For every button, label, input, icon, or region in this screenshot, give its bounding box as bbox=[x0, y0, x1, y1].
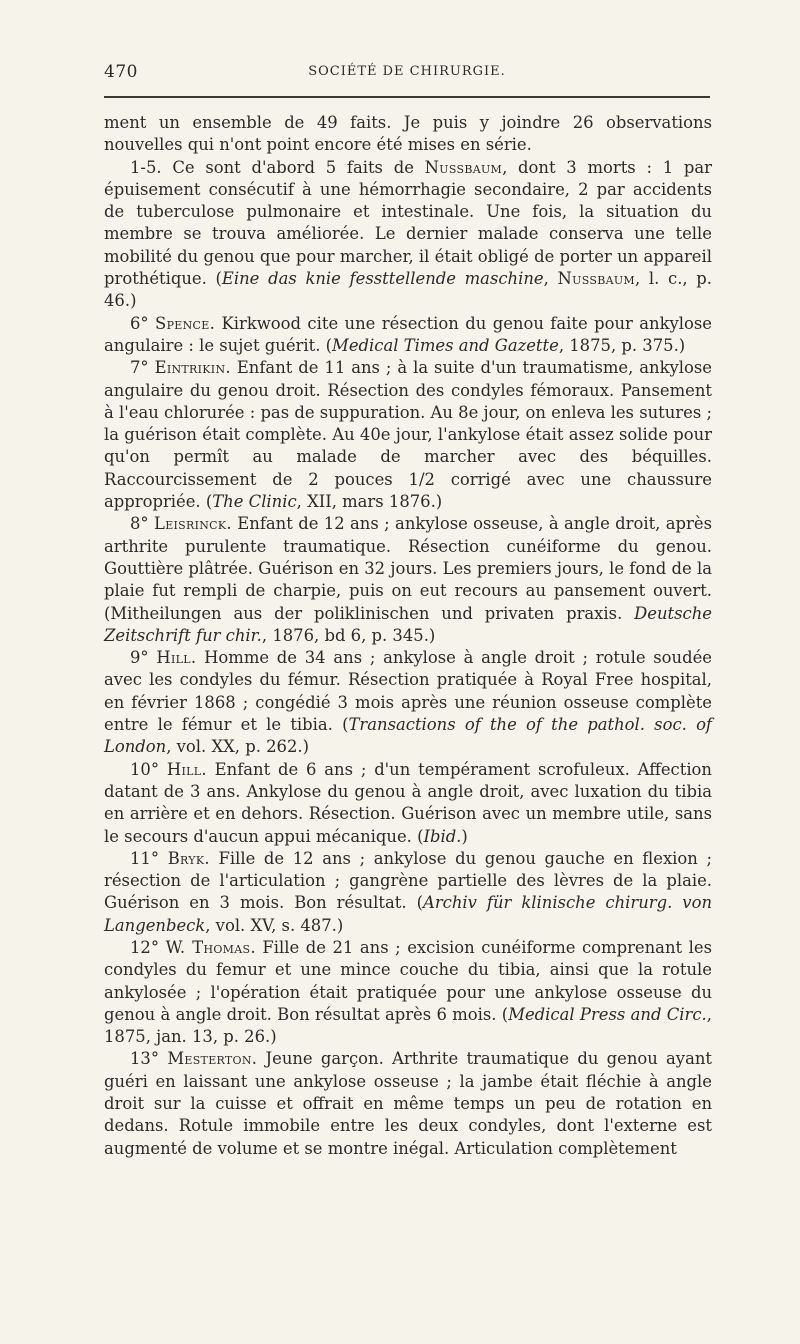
entry-text: Enfant de 12 ans ; ankylose osseuse, à angle droit, après arthrite purulente traumatique. Résection cunéiforme du genou. Gouttière plâtrée. Guérison en 32 jours. Les premiers jours, le fond de la plaie fut rempli de charpie, puis on eut recours au pansement ouvert. (Mitheilungen aus der poliklinischen und privaten praxis. bbox=[104, 514, 712, 623]
citation-end: , 1875, p. 375.) bbox=[558, 335, 686, 355]
entry-text: Enfant de 6 ans ; d'un tempérament scrofuleux. Affection datant de 3 ans. Ankylose du genou à angle droit, avec luxation du tibia en arrière et en dehors. Résection. Guérison avec un membre utile, sans le secours d'aucun appui mécanique. ( bbox=[104, 759, 712, 846]
entry-9 bbox=[104, 647, 712, 758]
author-name: Spence. bbox=[155, 313, 216, 333]
citation-title: Medical Times and Gazette bbox=[332, 335, 559, 355]
entry-text: Fille de 12 ans ; ankylose du genou gauche en flexion ; résection de l'articulation ; gangrène partielle des lèvres de la plaie. Guérison en 3 mois. Bon résultat. ( bbox=[104, 848, 712, 913]
citation-author: Nussbaum bbox=[557, 269, 635, 289]
entry-number: 8° bbox=[130, 514, 149, 534]
citation-end: , vol. XV, s. 487.) bbox=[205, 915, 344, 935]
entry-text: Kirkwood cite une résection du genou faite pour ankylose angulaire : le sujet guérit. ( bbox=[104, 313, 712, 355]
entry-11 bbox=[104, 848, 712, 937]
author-name: Nussbaum bbox=[424, 157, 503, 177]
header-rule bbox=[104, 96, 710, 98]
entry-text: , dont 3 morts : 1 par épuisement consécutif à une hémorrhagie secondaire, 2 par accidents de tuberculose pulmonaire et intestinale. Une fois, la situation du membre se trouva améliorée. Le dernier malade conserva une telle mobilité du genou que pour marcher, il était obligé de porter un appareil prothétique. ( bbox=[104, 157, 712, 289]
citation-sep: , bbox=[543, 269, 558, 289]
page-number: 470 bbox=[104, 62, 138, 82]
entry-text: Enfant de 11 ans ; à la suite d'un traumatisme, ankylose angulaire du genou droit. Résection des condyles fémoraux. Pansement à l'eau chlorurée : pas de suppuration. Au 8e jour, on enleva les sutures ; la guérison était complète. Au 40e jour, l'ankylose était assez solide pour qu'on permît au malade de marcher avec des béquilles. Raccourcissement de 2 pouces 1/2 corrigé avec une chaussure appropriée. ( bbox=[104, 358, 712, 512]
citation-title: Transactions of the of the pathol. soc. of London bbox=[104, 715, 712, 757]
page-header bbox=[104, 62, 710, 86]
entry-text: Jeune garçon. Arthrite traumatique du genou ayant guéri en laissant une ankylose osseuse ; la jambe était fléchie à angle droit sur la cuisse et offrait en même temps un peu de rotation en dedans. Rotule immobile entre les deux condyles, dont l'externe est augmenté de volume et se montre inégal. Articulation complètement bbox=[104, 1049, 712, 1158]
entry-10 bbox=[104, 759, 712, 848]
entry-number: 10° bbox=[130, 759, 160, 779]
entry-text: Homme de 34 ans ; ankylose à angle droit ; rotule soudée avec les condyles du fémur. Résection pratiquée à Royal Free hospital, en février 1868 ; congédié 3 mois après une réunion osseuse complète entre le fémur et le tibia. ( bbox=[104, 648, 712, 735]
author-name: Leisrinck. bbox=[154, 514, 232, 534]
entry-number: 6° bbox=[130, 313, 149, 333]
entry-number: 11° bbox=[130, 848, 160, 868]
citation-title: Ibid. bbox=[423, 826, 462, 846]
intro-paragraph: ment un ensemble de 49 faits. Je puis y joindre 26 observations nouvelles qui n'ont point encore été mises en série. bbox=[104, 113, 712, 155]
entry-1-5 bbox=[104, 157, 712, 313]
author-name: Mesterton. bbox=[167, 1049, 258, 1069]
entry-7 bbox=[104, 357, 712, 513]
entry-number: 1-5. bbox=[130, 157, 162, 177]
entry-12 bbox=[104, 937, 712, 1048]
author-name: Hill. bbox=[166, 759, 207, 779]
entry-number: 7° bbox=[130, 358, 149, 378]
running-title: SOCIÉTÉ DE CHIRURGIE. bbox=[308, 64, 506, 79]
entry-6 bbox=[104, 313, 712, 358]
citation-end: , vol. XX, p. 262.) bbox=[166, 737, 310, 757]
author-name: W. Thomas. bbox=[165, 937, 256, 957]
citation-title: Deutsche Zeitschrift fur chir. bbox=[104, 603, 712, 645]
citation-end: ) bbox=[461, 826, 468, 846]
citation-end: , 1876, bd 6, p. 345.) bbox=[261, 625, 436, 645]
entry-number: 13° bbox=[130, 1049, 160, 1069]
entry-number: 12° bbox=[130, 937, 160, 957]
author-name: Bryk. bbox=[167, 848, 210, 868]
citation-title: Medical Press and Circ. bbox=[508, 1004, 707, 1024]
entry-text: Fille de 21 ans ; excision cunéiforme comprenant les condyles du femur et une mince couche du tibia, ainsi que la rotule ankylosée ; l'opération était pratiquée pour une ankylose osseuse du genou à angle droit. Bon résultat après 6 mois. ( bbox=[104, 937, 712, 1024]
entry-13 bbox=[104, 1048, 712, 1159]
entry-number: 9° bbox=[130, 648, 149, 668]
author-name: Eintrikin. bbox=[154, 358, 231, 378]
citation-title: Archiv für klinische chirurg. von Langenbeck bbox=[104, 893, 712, 935]
citation-end: , l. c., p. 46.) bbox=[104, 269, 713, 311]
author-name: Hill. bbox=[156, 648, 197, 668]
citation-end: , 1875, jan. 13, p. 26.) bbox=[104, 1004, 712, 1047]
citation-title: Eine das knie fessttellende maschine bbox=[221, 269, 544, 289]
entry-8 bbox=[104, 513, 712, 647]
body-text bbox=[104, 112, 712, 1160]
citation-end: , XII, mars 1876.) bbox=[296, 492, 443, 512]
citation-title: The Clinic bbox=[212, 492, 297, 512]
entry-text-before-name: Ce sont d'abord 5 faits de bbox=[172, 157, 425, 177]
